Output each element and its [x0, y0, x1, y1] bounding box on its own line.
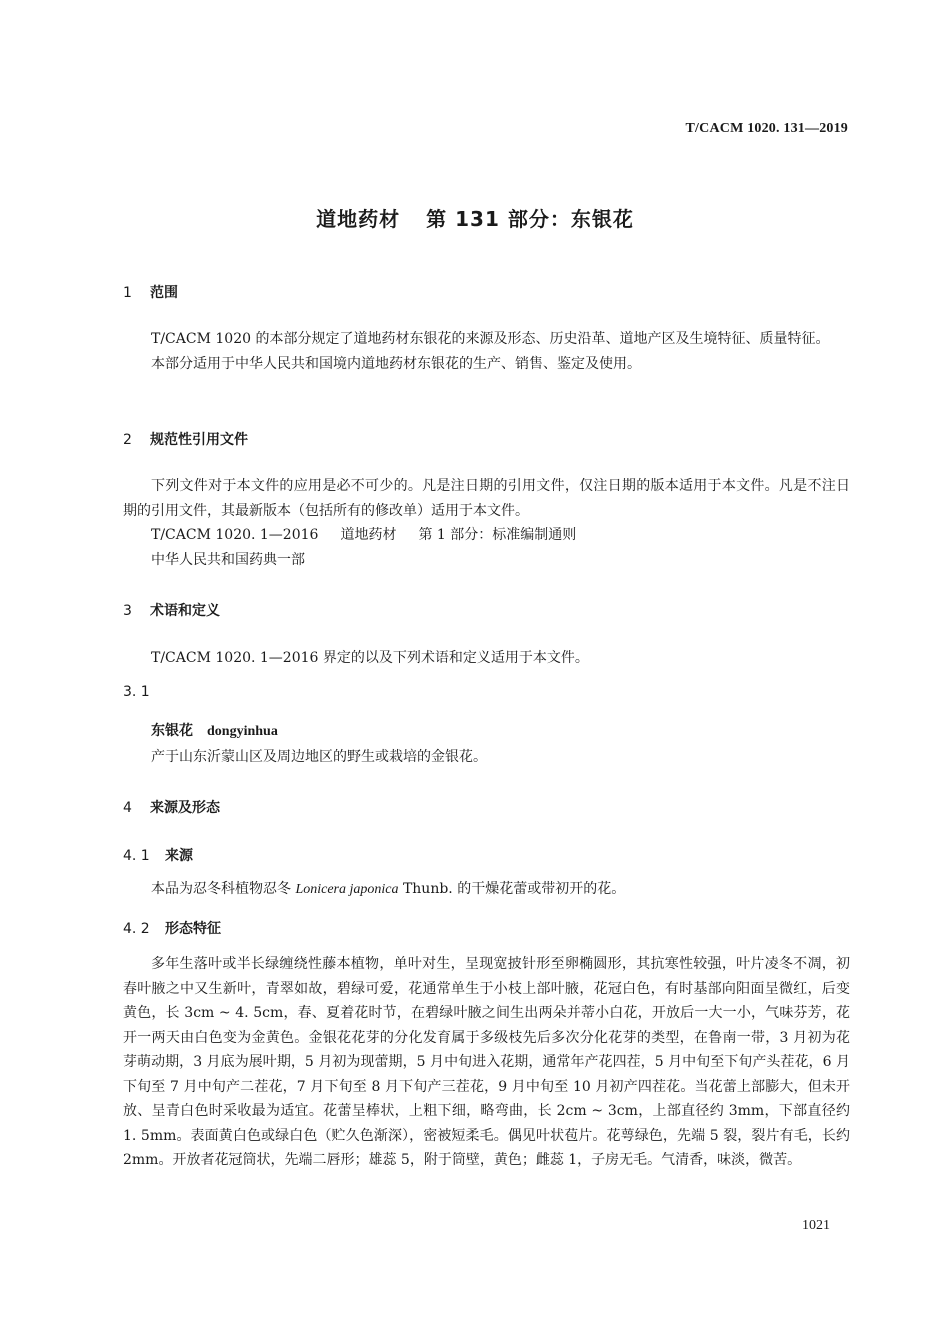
text-segment: Thunb. 的干燥花蕾或带初开的花。	[398, 881, 626, 897]
subsection-4-2-body	[123, 952, 850, 1173]
text-segment: 本品为忍冬科植物忍冬	[151, 881, 296, 897]
term-chinese: 东银花	[151, 723, 193, 739]
subsection-title: 来源	[165, 848, 193, 864]
paragraph: T/CACM 1020. 1—2016 界定的以及下列术语和定义适用于本文件。	[151, 650, 589, 666]
latin-name: Lonicera japonica	[295, 882, 399, 897]
section-3-heading	[123, 600, 850, 620]
subsection-4-2-heading	[123, 918, 850, 938]
reference-item	[123, 523, 850, 548]
subsection-number: 3. 1	[123, 684, 150, 700]
subsection-3-1-heading	[123, 684, 850, 700]
title-part-2: 第 131 部分：东银花	[426, 207, 634, 231]
term-english: dongyinhua	[207, 724, 278, 739]
page-number: 1021	[802, 1218, 830, 1233]
section-1-heading	[123, 282, 850, 302]
section-number: 3	[123, 603, 132, 619]
title-part-1: 道地药材	[316, 207, 401, 231]
term-entry	[123, 719, 850, 769]
section-1-body	[123, 327, 850, 376]
section-3-body	[123, 646, 850, 671]
section-title: 范围	[150, 285, 178, 301]
reference-title-a: 道地药材	[340, 527, 397, 543]
subsection-number: 4. 1	[123, 848, 150, 864]
paragraph: 下列文件对于本文件的应用是必不可少的。凡是注日期的引用文件，仅注日期的版本适用于本文件。凡是不注日期的引用文件，其最新版本（包括所有的修改单）适用于本文件。	[123, 478, 850, 519]
section-number: 4	[123, 800, 132, 816]
reference-code: T/CACM 1020. 1—2016	[151, 527, 319, 543]
subsection-4-1-body	[123, 877, 850, 903]
term-definition: 产于山东沂蒙山区及周边地区的野生或栽培的金银花。	[151, 748, 487, 765]
section-4-heading	[123, 797, 850, 817]
subsection-4-1-heading	[123, 845, 850, 865]
section-number: 2	[123, 432, 132, 448]
reference-item: 中华人民共和国药典一部	[151, 551, 305, 568]
paragraph: 本部分适用于中华人民共和国境内道地药材东银花的生产、销售、鉴定及使用。	[151, 355, 641, 372]
reference-title-b: 第 1 部分：标准编制通则	[418, 527, 577, 543]
paragraph: T/CACM 1020 的本部分规定了道地药材东银花的来源及形态、历史沿革、道地产区及生境特征、质量特征。	[151, 331, 830, 347]
paragraph	[123, 877, 850, 903]
section-2-heading	[123, 429, 850, 449]
section-number: 1	[123, 285, 132, 301]
section-title: 术语和定义	[150, 603, 220, 619]
subsection-number: 4. 2	[123, 921, 150, 937]
section-2-body	[123, 474, 850, 572]
section-title: 规范性引用文件	[150, 432, 248, 448]
section-title: 来源及形态	[150, 800, 220, 816]
paragraph: 多年生落叶或半长绿缠绕性藤本植物，单叶对生，呈现宽披针形至卵椭圆形，其抗寒性较强，叶片凌冬不凋，初春叶腋之中又生新叶，青翠如故，碧绿可爱，花通常单生于小枝上部叶腋，花冠白色，有时基部向阳面呈微红，后变黄色，长 3cm ~ 4. 5cm，春、夏着花时节，在碧绿叶腋之间生出两朵并蒂小白花，开放后一大一小，气味芬芳，花开一两天由白色变为金黄色。金银花花芽的分化发育属于多级枝先后多次分化花芽的类型，在鲁南一带，3 月初为花芽萌动期，3 月底为展叶期，5 月初为现蕾期，5 月中旬进入花期，通常年产花四茬，5 月中旬至下旬产头茬花，6 月下旬至 7 月中旬产二茬花，7 月下旬至 8 月下旬产三茬花，9 月中旬至 10 月初产四茬花。当花蕾上部膨大，但未开放、呈青白色时采收最为适宜。花蕾呈棒状，上粗下细，略弯曲，长 2cm ~ 3cm，上部直径约 3mm，下部直径约 1. 5mm。表面黄白色或绿白色（贮久色渐深），密被短柔毛。偶见叶状苞片。花萼绿色，先端 5 裂，裂片有毛，长约 2mm。开放者花冠筒状，先端二唇形；雄蕊 5，附于筒壁，黄色；雌蕊 1，子房无毛。气清香，味淡，微苦。	[123, 956, 850, 1168]
document-code: T/CACM 1020. 131—2019	[685, 121, 848, 136]
document-title	[0, 203, 950, 232]
subsection-title: 形态特征	[165, 921, 221, 937]
